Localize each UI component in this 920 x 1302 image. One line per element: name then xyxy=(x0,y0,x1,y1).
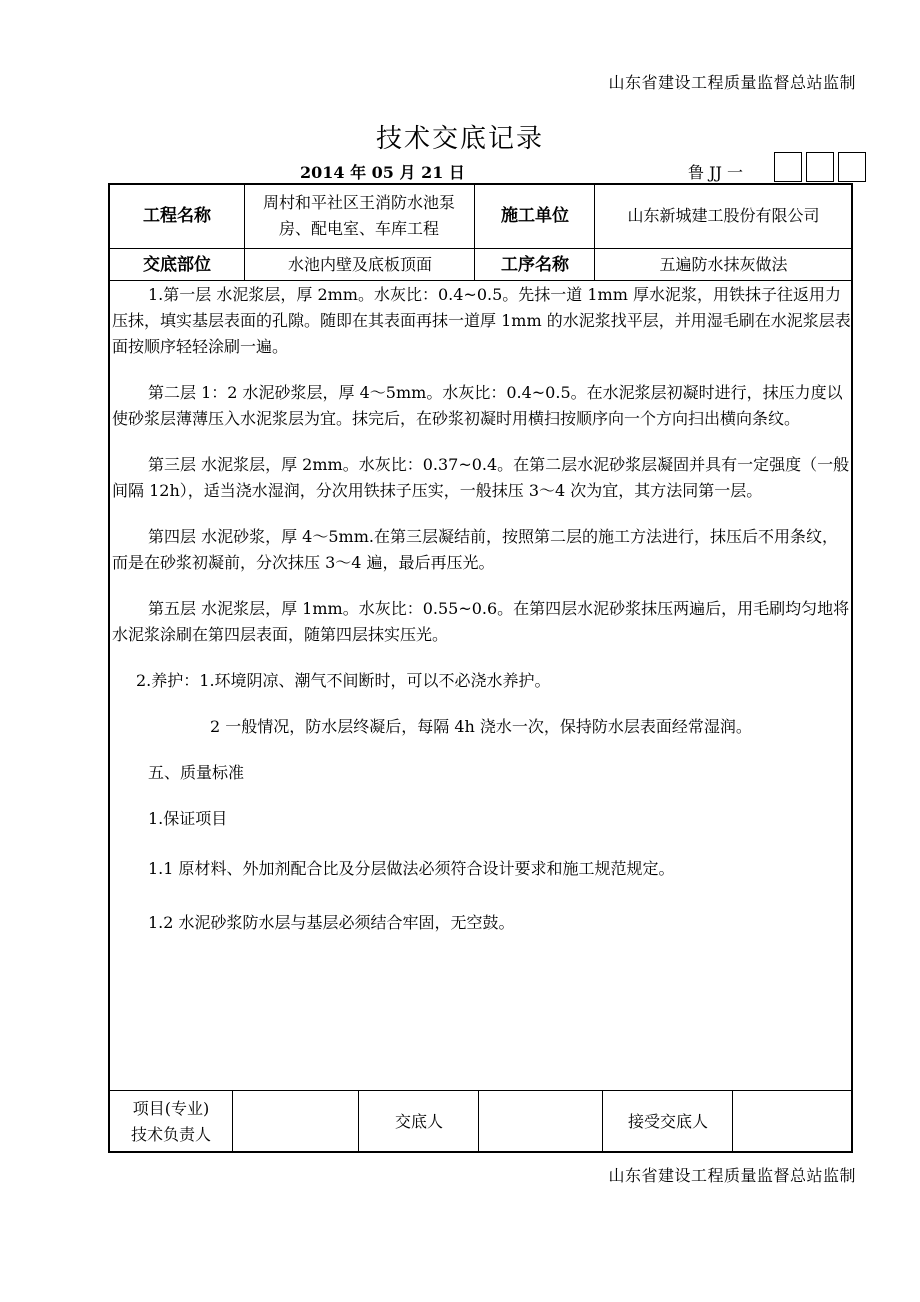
footer-col-divider-2 xyxy=(358,1090,359,1153)
discloser-signature-field[interactable] xyxy=(480,1091,602,1153)
process-label: 工序名称 xyxy=(501,254,569,275)
supervision-note-bottom: 山东省建设工程质量监督总站监制 xyxy=(608,1166,856,1185)
section-quality-standard: 五、质量标准 xyxy=(148,763,245,782)
paragraph-layer-3: 第三层 水泥浆层，厚 2mm。水灰比：0.37~0.4。在第二层水泥砂浆层凝固并具有一定强度（一般间隔 12h），适当浇水湿润，分次用铁抹子压实，一般抹压 3～4 次为宜，其方法同第一层。 xyxy=(112,455,850,500)
paragraph-layer-4: 第四层 水泥砂浆，厚 4～5mm.在第三层凝结前，按照第二层的施工方法进行，抹压后不用条纹，而是在砂浆初凝前，分次抹压 3～4 遍，最后再压光。 xyxy=(112,527,838,572)
tech-leader-signature-field[interactable] xyxy=(234,1091,358,1153)
item-1-2: 1.2 水泥砂浆防水层与基层必须结合牢固，无空鼓。 xyxy=(148,913,515,932)
record-date: 2014 年 05 月 21 日 xyxy=(300,163,465,182)
paragraph-layer-1: 1.第一层 水泥浆层，厚 2mm。水灰比：0.4~0.5。先抹一道 1mm 厚水泥浆，用铁抹子往返用力压抹，填实基层表面的孔隙。随即在其表面再抹一道厚 1mm 的水泥浆找平层，并用湿毛刷在水泥浆层表面按顺序轻轻涂刷一遍。 xyxy=(112,285,851,356)
contractor-value: 山东新城建工股份有限公司 xyxy=(627,206,820,225)
footer-col-divider-4 xyxy=(602,1090,603,1153)
paragraph-curing: 2.养护：1.环境阴凉、潮气不间断时，可以不必浇水养护。 xyxy=(136,671,551,690)
disclosure-content xyxy=(112,282,852,936)
footer-col-divider-5 xyxy=(732,1090,733,1153)
row-divider-2 xyxy=(108,280,853,281)
code-box-1[interactable] xyxy=(774,152,802,182)
project-name-value: 周村和平社区王消防水池泵房、配电室、车库工程 xyxy=(262,193,455,238)
discloser-label: 交底人 xyxy=(394,1112,443,1131)
part-label: 交底部位 xyxy=(143,254,211,275)
paragraph-curing-2: 2 一般情况，防水层终凝后，每隔 4h 浇水一次，保持防水层表面经常湿润。 xyxy=(210,717,752,736)
footer-col-divider-1 xyxy=(232,1090,233,1153)
paragraph-layer-2: 第二层 1：2 水泥砂浆层，厚 4～5mm。水灰比：0.4~0.5。在水泥浆层初凝时进行，抹压力度以使砂浆层薄薄压入水泥浆层为宜。抹完后，在砂浆初凝时用横扫按顺序向一个方向扫出横向条纹。 xyxy=(112,383,843,428)
header-col-divider-2 xyxy=(474,183,475,280)
tech-leader-label-line2: 技术负责人 xyxy=(130,1125,211,1144)
contractor-label: 施工单位 xyxy=(501,206,569,226)
item-1-1: 1.1 原材料、外加剂配合比及分层做法必须符合设计要求和施工规范规定。 xyxy=(148,859,675,878)
header-col-divider-3 xyxy=(594,183,595,280)
project-name-label: 工程名称 xyxy=(143,206,211,226)
part-value: 水池内壁及底板顶面 xyxy=(287,254,432,274)
paragraph-layer-5: 第五层 水泥浆层，厚 1mm。水灰比：0.55~0.6。在第四层水泥砂浆抹压两遍后，用毛刷均匀地将水泥浆涂刷在第四层表面，随第四层抹实压光。 xyxy=(112,599,850,644)
receiver-signature-field[interactable] xyxy=(734,1091,851,1153)
header-col-divider-1 xyxy=(244,183,245,280)
subsection-guarantee-items: 1.保证项目 xyxy=(148,809,228,828)
tech-leader-label xyxy=(110,1091,232,1153)
process-value: 五遍防水抹灰做法 xyxy=(659,254,788,274)
supervision-note-top: 山东省建设工程质量监督总站监制 xyxy=(608,73,856,92)
footer-col-divider-3 xyxy=(478,1090,479,1153)
record-code-prefix: 鲁 JJ 一 xyxy=(688,163,744,182)
receiver-label: 接受交底人 xyxy=(627,1112,708,1131)
code-box-2[interactable] xyxy=(806,152,834,182)
code-box-3[interactable] xyxy=(838,152,866,182)
document-title: 技术交底记录 xyxy=(375,124,544,154)
tech-leader-label-line1: 项目(专业) xyxy=(132,1099,210,1118)
